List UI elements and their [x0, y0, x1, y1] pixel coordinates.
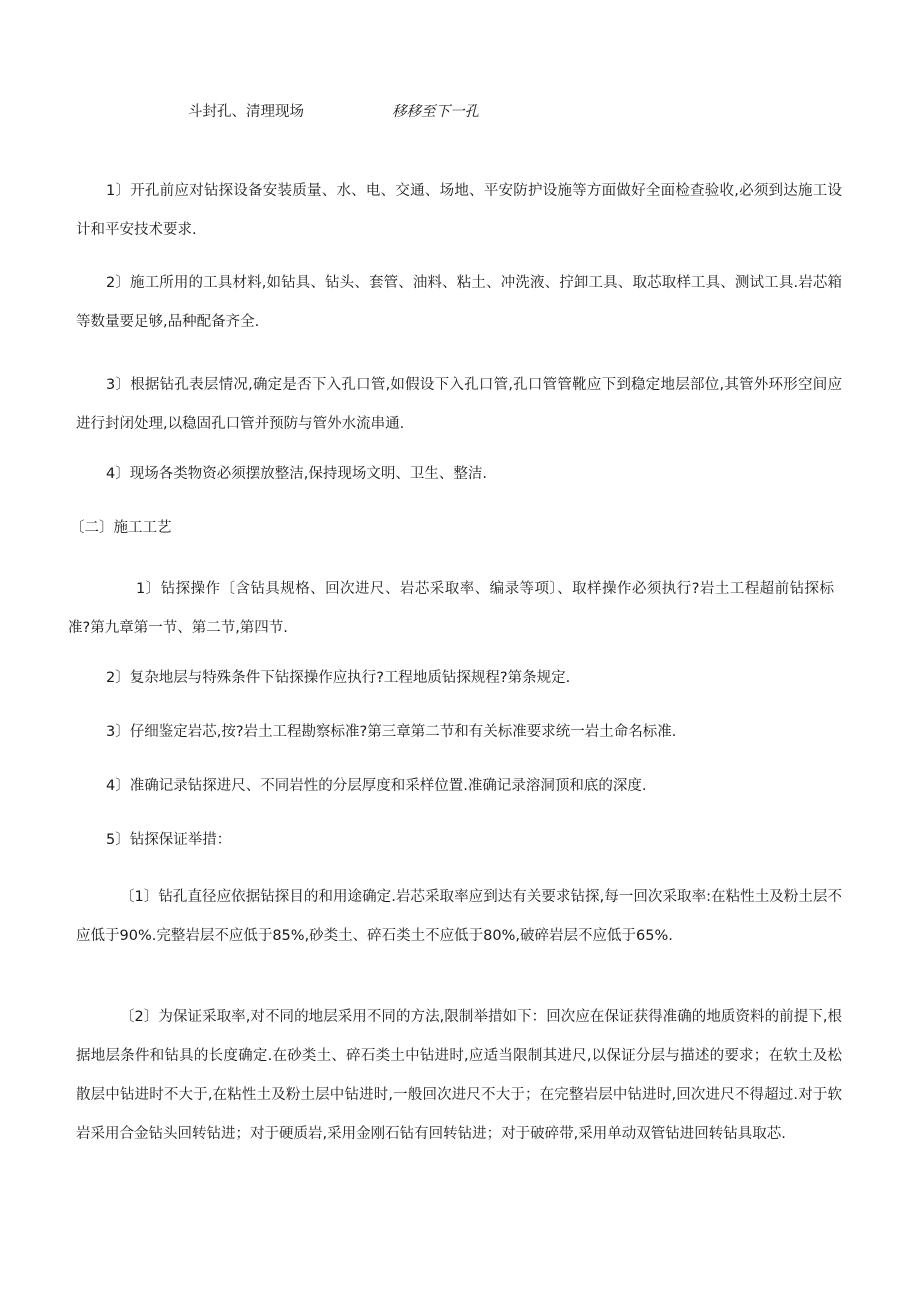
- paragraph-item-3: 3〕根据钻孔表层情况,确定是否下入孔口管,如假设下入孔口管,孔口管管靴应下到稳定地层部位,其管外环形空间应进行封闭处理,以稳固孔口管并预防与管外水流串通.: [76, 377, 842, 432]
- process-item-2: 2〕复杂地层与特殊条件下钻探操作应执行?工程地质钻探规程?第条规定.: [106, 670, 571, 686]
- paragraph-item-1: 1〕开孔前应对钻探设备安装质量、水、电、交通、场地、平安防护设施等方面做好全面检查验收,必须到达施工设计和平安技术要求.: [76, 183, 842, 238]
- process-item-3: 3〕仔细鉴定岩芯,按?岩土工程勘察标准?第三章第二节和有关标准要求统一岩土命名标准.: [106, 724, 677, 740]
- process-item-5: 5〕钻探保证举措：: [106, 832, 232, 848]
- paragraph-item-4: 4〕现场各类物资必须摆放整洁,保持现场文明、卫生、整洁.: [106, 466, 487, 482]
- header-right-text: 移移至下一孔: [392, 104, 479, 120]
- process-item-1: 1〕钻探操作〔含钻具规格、回次进尺、岩芯采取率、编录等项〕、取样操作必须执行?岩土工程超前钻探标准?第九章第一节、第二节,第四节.: [68, 581, 834, 636]
- header-left-text: 斗封孔、清理现场: [188, 104, 304, 120]
- measure-item-1: 〔1〕钻孔直径应依据钻探目的和用途确定.岩芯采取率应到达有关要求钻探,每一回次采取率:在粘性土及粉土层不应低于90%.完整岩层不应低于85%,砂类土、碎石类土不应低于80%,破碎岩层不应低于65%.: [76, 889, 842, 944]
- process-item-4: 4〕准确记录钻探进尺、不同岩性的分层厚度和采样位置.准确记录溶洞顶和底的深度.: [106, 778, 647, 794]
- paragraph-item-2: 2〕施工所用的工具材料,如钻具、钻头、套管、油料、粘土、冲洗液、拧卸工具、取芯取样工具、测试工具.岩芯箱等数量要足够,品种配备齐全.: [76, 275, 842, 330]
- measure-item-2: 〔2〕为保证采取率,对不同的地层采用不同的方法,限制举措如下：回次应在保证获得准确的地质资料的前提下,根据地层条件和钻具的长度确定.在砂类土、碎石类土中钻进时,应适当限制其进尺,以保证分层与描述的要求；在软土及松散层中钻进时不大于,在粘性土及粉土层中钻进时,一般回次进尺不大于；在完整岩层中钻进时,回次进尺不得超过.对于软岩采用合金钻头回转钻进；对于硬质岩,采用金刚石钻有回转钻进；对于破碎带,采用单动双管钻进回转钻具取芯.: [76, 1009, 842, 1142]
- section-heading: 〔二〕施工工艺: [70, 520, 172, 536]
